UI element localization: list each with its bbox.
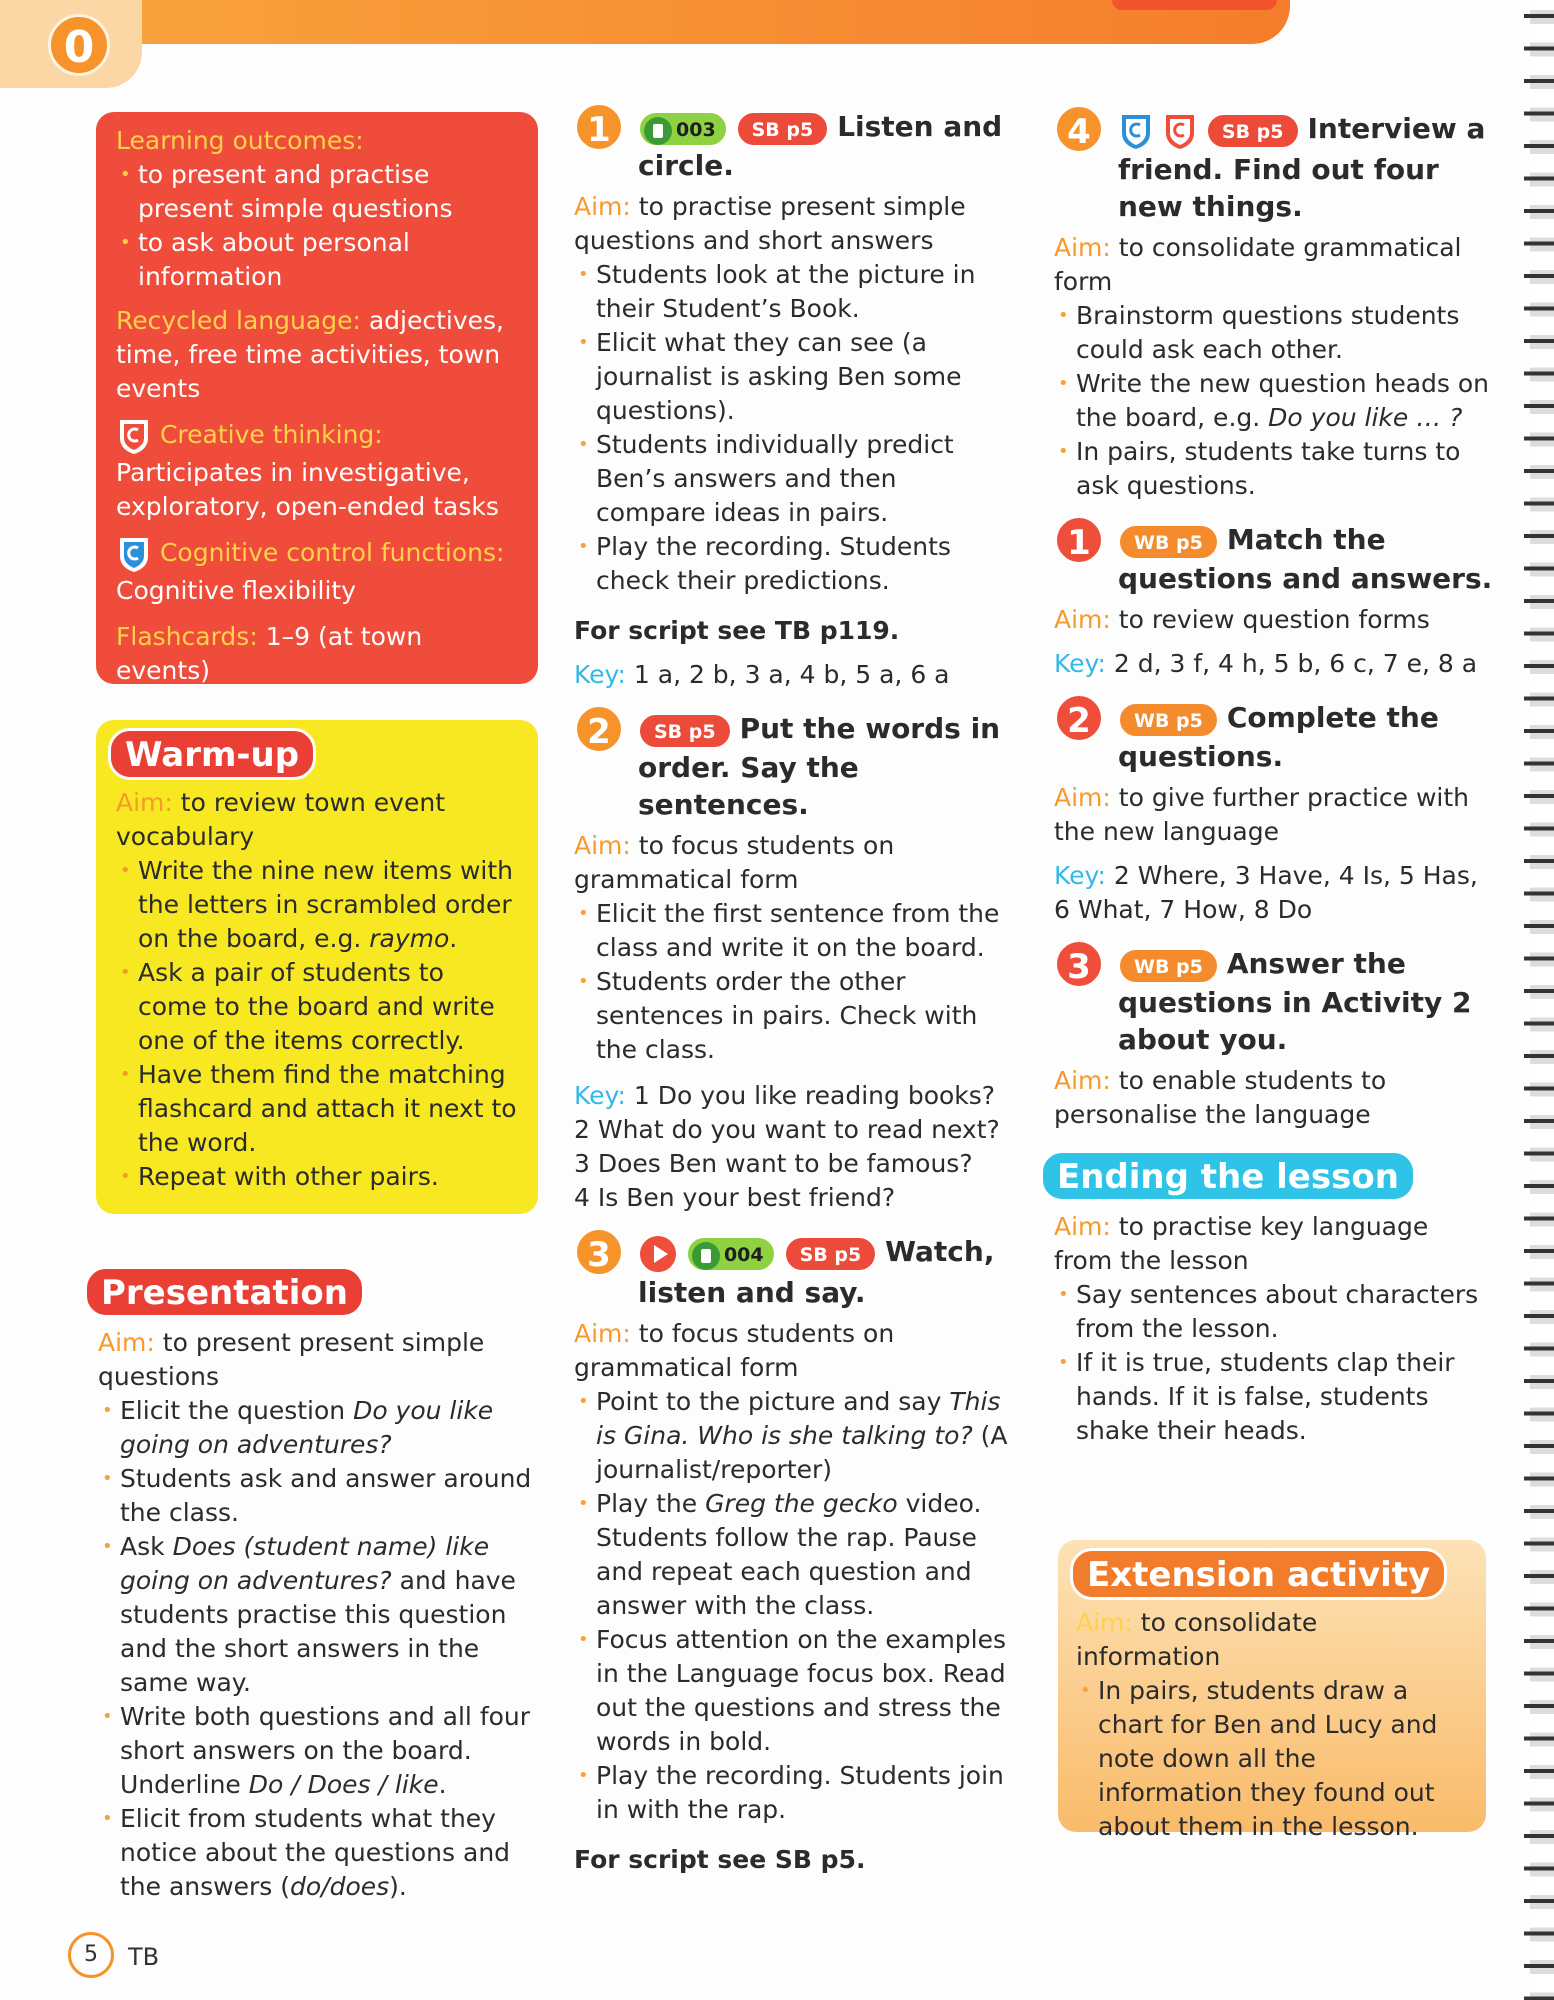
- aim-label: Aim:: [1054, 605, 1111, 634]
- item-text: Write the nine new items with the letters in scrambled order on the board, e.g.: [138, 856, 513, 953]
- answer-key: [574, 658, 1014, 692]
- activity-aim: [1054, 781, 1494, 849]
- activity-title: Put the words in order. Say the sentences.: [638, 712, 1001, 821]
- workbook-1: [1054, 521, 1494, 681]
- list-item: [98, 1802, 540, 1904]
- activity-header: [1054, 521, 1494, 597]
- ending-aim: [1054, 1210, 1494, 1278]
- aim-label: Aim:: [98, 1328, 155, 1357]
- aim-label: Aim:: [1054, 1212, 1111, 1241]
- item-em: do/does: [290, 1872, 390, 1901]
- activity-steps: [1054, 299, 1494, 503]
- answer-key: [574, 1079, 1014, 1215]
- book-ref-badge: SB p5: [638, 713, 732, 749]
- activity-steps: [574, 897, 1014, 1067]
- recycled-language: [116, 304, 518, 406]
- aim-label: Aim:: [116, 788, 173, 817]
- learning-outcomes-label: Learning outcomes:: [116, 126, 364, 155]
- activity-title: Interview a friend. Find out four new things.: [1118, 112, 1486, 223]
- key-label: Key:: [1054, 649, 1106, 678]
- presentation-heading: Presentation: [84, 1266, 365, 1318]
- item-post: and have students practise this question and the short answers in the same way.: [120, 1566, 516, 1697]
- unit-tab: [0, 0, 142, 88]
- aim-text: to practise present simple questions and short answers: [574, 192, 966, 255]
- aim-text: to consolidate grammatical form: [1054, 233, 1462, 296]
- activity-2: [574, 710, 1014, 1215]
- activity-header: [1054, 945, 1494, 1058]
- activity-title: Answer the questions in Activity 2 about you.: [1118, 947, 1472, 1056]
- audio-icon: [692, 1242, 720, 1270]
- middle-column: [574, 108, 1014, 1895]
- aim-label: Aim:: [1076, 1608, 1133, 1637]
- activity-title: Match the questions and answers.: [1118, 523, 1493, 595]
- aim-label: Aim:: [1054, 783, 1111, 812]
- item-em: Greg the gecko: [705, 1489, 898, 1518]
- activity-number: 3: [574, 1227, 624, 1277]
- book-ref-badge: WB p5: [1118, 524, 1219, 560]
- activity-number: 1: [1054, 515, 1104, 565]
- audio-track-number: 004: [723, 1244, 764, 1266]
- list-item: [116, 854, 518, 956]
- warmup-list: [116, 854, 518, 1194]
- list-item: [574, 1487, 1014, 1623]
- cognitive-label: Cognitive control functions:: [159, 538, 505, 567]
- activity-aim: [574, 1317, 1014, 1385]
- item-em: raymo: [369, 924, 450, 953]
- activity-header: [574, 710, 1014, 823]
- item-text: Ask: [120, 1532, 173, 1561]
- activity-3: [574, 1233, 1014, 1877]
- key-line: 1 Do you like reading books?: [633, 1081, 996, 1110]
- flashcards-text: 1–9 (at town events): [116, 622, 423, 685]
- top-banner: [0, 0, 1290, 44]
- item-text: Elicit the question: [120, 1396, 354, 1425]
- aim-text: to enable students to personalise the language: [1054, 1066, 1387, 1129]
- activity-title: Complete the questions.: [1118, 701, 1439, 773]
- creative-text: Participates in investigative, exploratory, open-ended tasks: [116, 458, 499, 521]
- item-em: Do / Does / like: [248, 1770, 439, 1799]
- list-item: • Have them find the matching flashcard and attach it next to the word.: [116, 1058, 518, 1160]
- presentation-aim: [84, 1326, 540, 1394]
- ending-heading: Ending the lesson: [1040, 1150, 1416, 1202]
- cognitive-control: [116, 534, 518, 608]
- activity-steps: [574, 258, 1014, 598]
- warmup-heading: Warm-up: [108, 728, 316, 780]
- creative-shield-icon: [1162, 111, 1198, 151]
- aim-label: Aim:: [574, 192, 631, 221]
- aim-label: Aim:: [574, 831, 631, 860]
- item-text: Play the: [596, 1489, 706, 1518]
- list-item: • In pairs, students draw a chart for Ben and Lucy and note down all the information they found out about them in the lesson.: [1076, 1674, 1468, 1844]
- answer-key: [1054, 647, 1494, 681]
- list-item: • If it is true, students clap their hands. If it is false, students shake their heads.: [1054, 1346, 1494, 1448]
- list-item: • Repeat with other pairs.: [116, 1160, 518, 1194]
- list-item: [98, 1700, 540, 1802]
- creative-label: Creative thinking:: [159, 420, 383, 449]
- extension-list: [1076, 1674, 1468, 1844]
- activity-aim: [1054, 1064, 1494, 1132]
- script-reference: For script see SB p5.: [574, 1845, 866, 1874]
- item-text: Write both questions and all four short answers on the board. Underline: [120, 1702, 531, 1799]
- aim-text: to consolidate information: [1076, 1608, 1318, 1671]
- key-line: 4 Is Ben your best friend?: [574, 1183, 896, 1212]
- page-label: TB: [128, 1943, 160, 1971]
- audio-track-badge: [638, 111, 728, 147]
- book-ref-badge: WB p5: [1118, 948, 1219, 984]
- list-item: • Play the recording. Students join in with the rap.: [574, 1759, 1014, 1827]
- aim-label: Aim:: [1054, 233, 1111, 262]
- activity-number: 2: [1054, 693, 1104, 743]
- list-item: • Focus attention on the examples in the Language focus box. Read out the questions and stress the words in bold.: [574, 1623, 1014, 1759]
- audio-track-badge: [686, 1236, 776, 1272]
- aim-label: Aim:: [1054, 1066, 1111, 1095]
- aim-text: to present present simple questions: [98, 1328, 485, 1391]
- item-text: Elicit from students what they notice about the questions and the answers (: [120, 1804, 511, 1901]
- activity-header: [1054, 110, 1494, 225]
- list-item: • Elicit what they can see (a journalist is asking Ben some questions).: [574, 326, 1014, 428]
- script-reference: For script see TB p119.: [574, 616, 900, 645]
- book-ref-badge: WB p5: [1118, 702, 1219, 738]
- aim-text: to review question forms: [1118, 605, 1430, 634]
- item-em: This is Gina. Who is she talking to?: [596, 1387, 1001, 1450]
- recycled-text: adjectives, time, free time activities, town events: [116, 306, 504, 403]
- key-line: 3 Does Ben want to be famous?: [574, 1149, 973, 1178]
- list-item: • Play the recording. Students check their predictions.: [574, 530, 1014, 598]
- activity-number: 2: [574, 704, 624, 754]
- aim-text: to review town event vocabulary: [116, 788, 445, 851]
- extension-heading: Extension activity: [1070, 1548, 1447, 1600]
- creative-thinking: [116, 416, 518, 524]
- activity-title: Watch, listen and say.: [638, 1235, 995, 1309]
- key-text: 2 d, 3 f, 4 h, 5 b, 6 c, 7 e, 8 a: [1113, 649, 1478, 678]
- creative-shield-icon: [116, 416, 152, 456]
- list-item: [574, 1385, 1014, 1487]
- activity-number: 1: [574, 102, 624, 152]
- activity-steps: [574, 1385, 1014, 1827]
- list-item: • Say sentences about characters from the lesson.: [1054, 1278, 1494, 1346]
- cognitive-text: Cognitive flexibility: [116, 576, 357, 605]
- list-item: • In pairs, students take turns to ask questions.: [1054, 435, 1494, 503]
- list-item: • Students order the other sentences in pairs. Check with the class.: [574, 965, 1014, 1067]
- item-post: .: [438, 1770, 447, 1799]
- activity-1: [574, 108, 1014, 692]
- cognitive-shield-icon: [116, 534, 152, 574]
- key-label: Key:: [574, 1081, 626, 1110]
- item-post: .: [449, 924, 458, 953]
- list-item: [98, 1530, 540, 1700]
- audio-track-number: 003: [676, 119, 716, 141]
- answer-key: [1054, 859, 1494, 927]
- aim-text: to give further practice with the new language: [1054, 783, 1470, 846]
- warmup-aim: [116, 786, 518, 854]
- presentation-list: [84, 1394, 540, 1904]
- activity-number: 3: [1054, 939, 1104, 989]
- learning-outcomes-list: [116, 158, 518, 294]
- flashcards-label: Flashcards:: [116, 622, 258, 651]
- list-item: • Students look at the picture in their Student’s Book.: [574, 258, 1014, 326]
- cognitive-shield-icon: [1118, 111, 1154, 151]
- workbook-3: [1054, 945, 1494, 1132]
- list-item: • Students individually predict Ben’s answers and then compare ideas in pairs.: [574, 428, 1014, 530]
- workbook-2: [1054, 699, 1494, 927]
- activity-number: 4: [1054, 104, 1104, 154]
- activity-aim: [1054, 231, 1494, 299]
- ending-list: [1054, 1278, 1494, 1448]
- key-text: 2 Where, 3 Have, 4 Is, 5 Has, 6 What, 7 How, 8 Do: [1054, 861, 1478, 924]
- activity-4: [1054, 110, 1494, 503]
- key-label: Key:: [574, 660, 626, 689]
- presentation-section: [84, 1266, 540, 1904]
- list-item: [1054, 367, 1494, 435]
- recycled-label: Recycled language:: [116, 306, 361, 335]
- key-text: 1 a, 2 b, 3 a, 4 b, 5 a, 6 a: [633, 660, 950, 689]
- warmup-box: [96, 720, 538, 1214]
- item-em: Do you like … ?: [1268, 403, 1463, 432]
- activity-header: [574, 108, 1014, 184]
- activity-header: [1054, 699, 1494, 775]
- list-item: • to present and practise present simple questions: [116, 158, 518, 226]
- aim-text: to focus students on grammatical form: [574, 831, 895, 894]
- activity-header: [574, 1233, 1014, 1311]
- extension-box: [1058, 1540, 1486, 1841]
- spiral-binding: [1524, 0, 1554, 2000]
- book-ref-badge: SB p5: [736, 111, 830, 147]
- item-text: Write the new question heads on the board, e.g.: [1076, 369, 1490, 432]
- aim-text: to focus students on grammatical form: [574, 1319, 895, 1382]
- activity-aim: [574, 190, 1014, 258]
- book-ref-badge: SB p5: [1206, 113, 1300, 149]
- key-label: Key:: [1054, 861, 1106, 890]
- item-post: ).: [389, 1872, 407, 1901]
- flashcards: [116, 620, 518, 688]
- audio-icon: [644, 117, 672, 145]
- unit-number: 0: [48, 14, 110, 76]
- activity-aim: [1054, 603, 1494, 637]
- aim-text: to practise key language from the lesson: [1054, 1212, 1429, 1275]
- extension-aim: [1076, 1606, 1468, 1674]
- top-banner-accent: [1112, 0, 1277, 10]
- activity-aim: [574, 829, 1014, 897]
- aim-label: Aim:: [574, 1319, 631, 1348]
- ending-section: [1054, 1150, 1494, 1448]
- item-post: (A journalist/reporter): [596, 1421, 1008, 1484]
- list-item: • Elicit the first sentence from the class and write it on the board.: [574, 897, 1014, 965]
- item-em: Does (student name) like going on adventures?: [120, 1532, 490, 1595]
- page-number: 5: [68, 1932, 114, 1978]
- list-item: • Ask a pair of students to come to the board and write one of the items correctly.: [116, 956, 518, 1058]
- list-item: [98, 1394, 540, 1462]
- learning-outcomes-box: [96, 112, 538, 684]
- item-post: video. Students follow the rap. Pause and repeat each question and answer with the class.: [596, 1489, 982, 1620]
- item-text: Point to the picture and say: [596, 1387, 950, 1416]
- key-line: 2 What do you want to read next?: [574, 1115, 1000, 1144]
- right-column: [1054, 110, 1494, 1466]
- list-item: • Brainstorm questions students could ask each other.: [1054, 299, 1494, 367]
- video-play-icon: [638, 1234, 678, 1274]
- activity-title: Listen and circle.: [638, 110, 1003, 182]
- item-em: Do you like going on adventures?: [120, 1396, 494, 1459]
- book-ref-badge: SB p5: [784, 1236, 878, 1272]
- list-item: • to ask about personal information: [116, 226, 518, 294]
- list-item: • Students ask and answer around the class.: [98, 1462, 540, 1530]
